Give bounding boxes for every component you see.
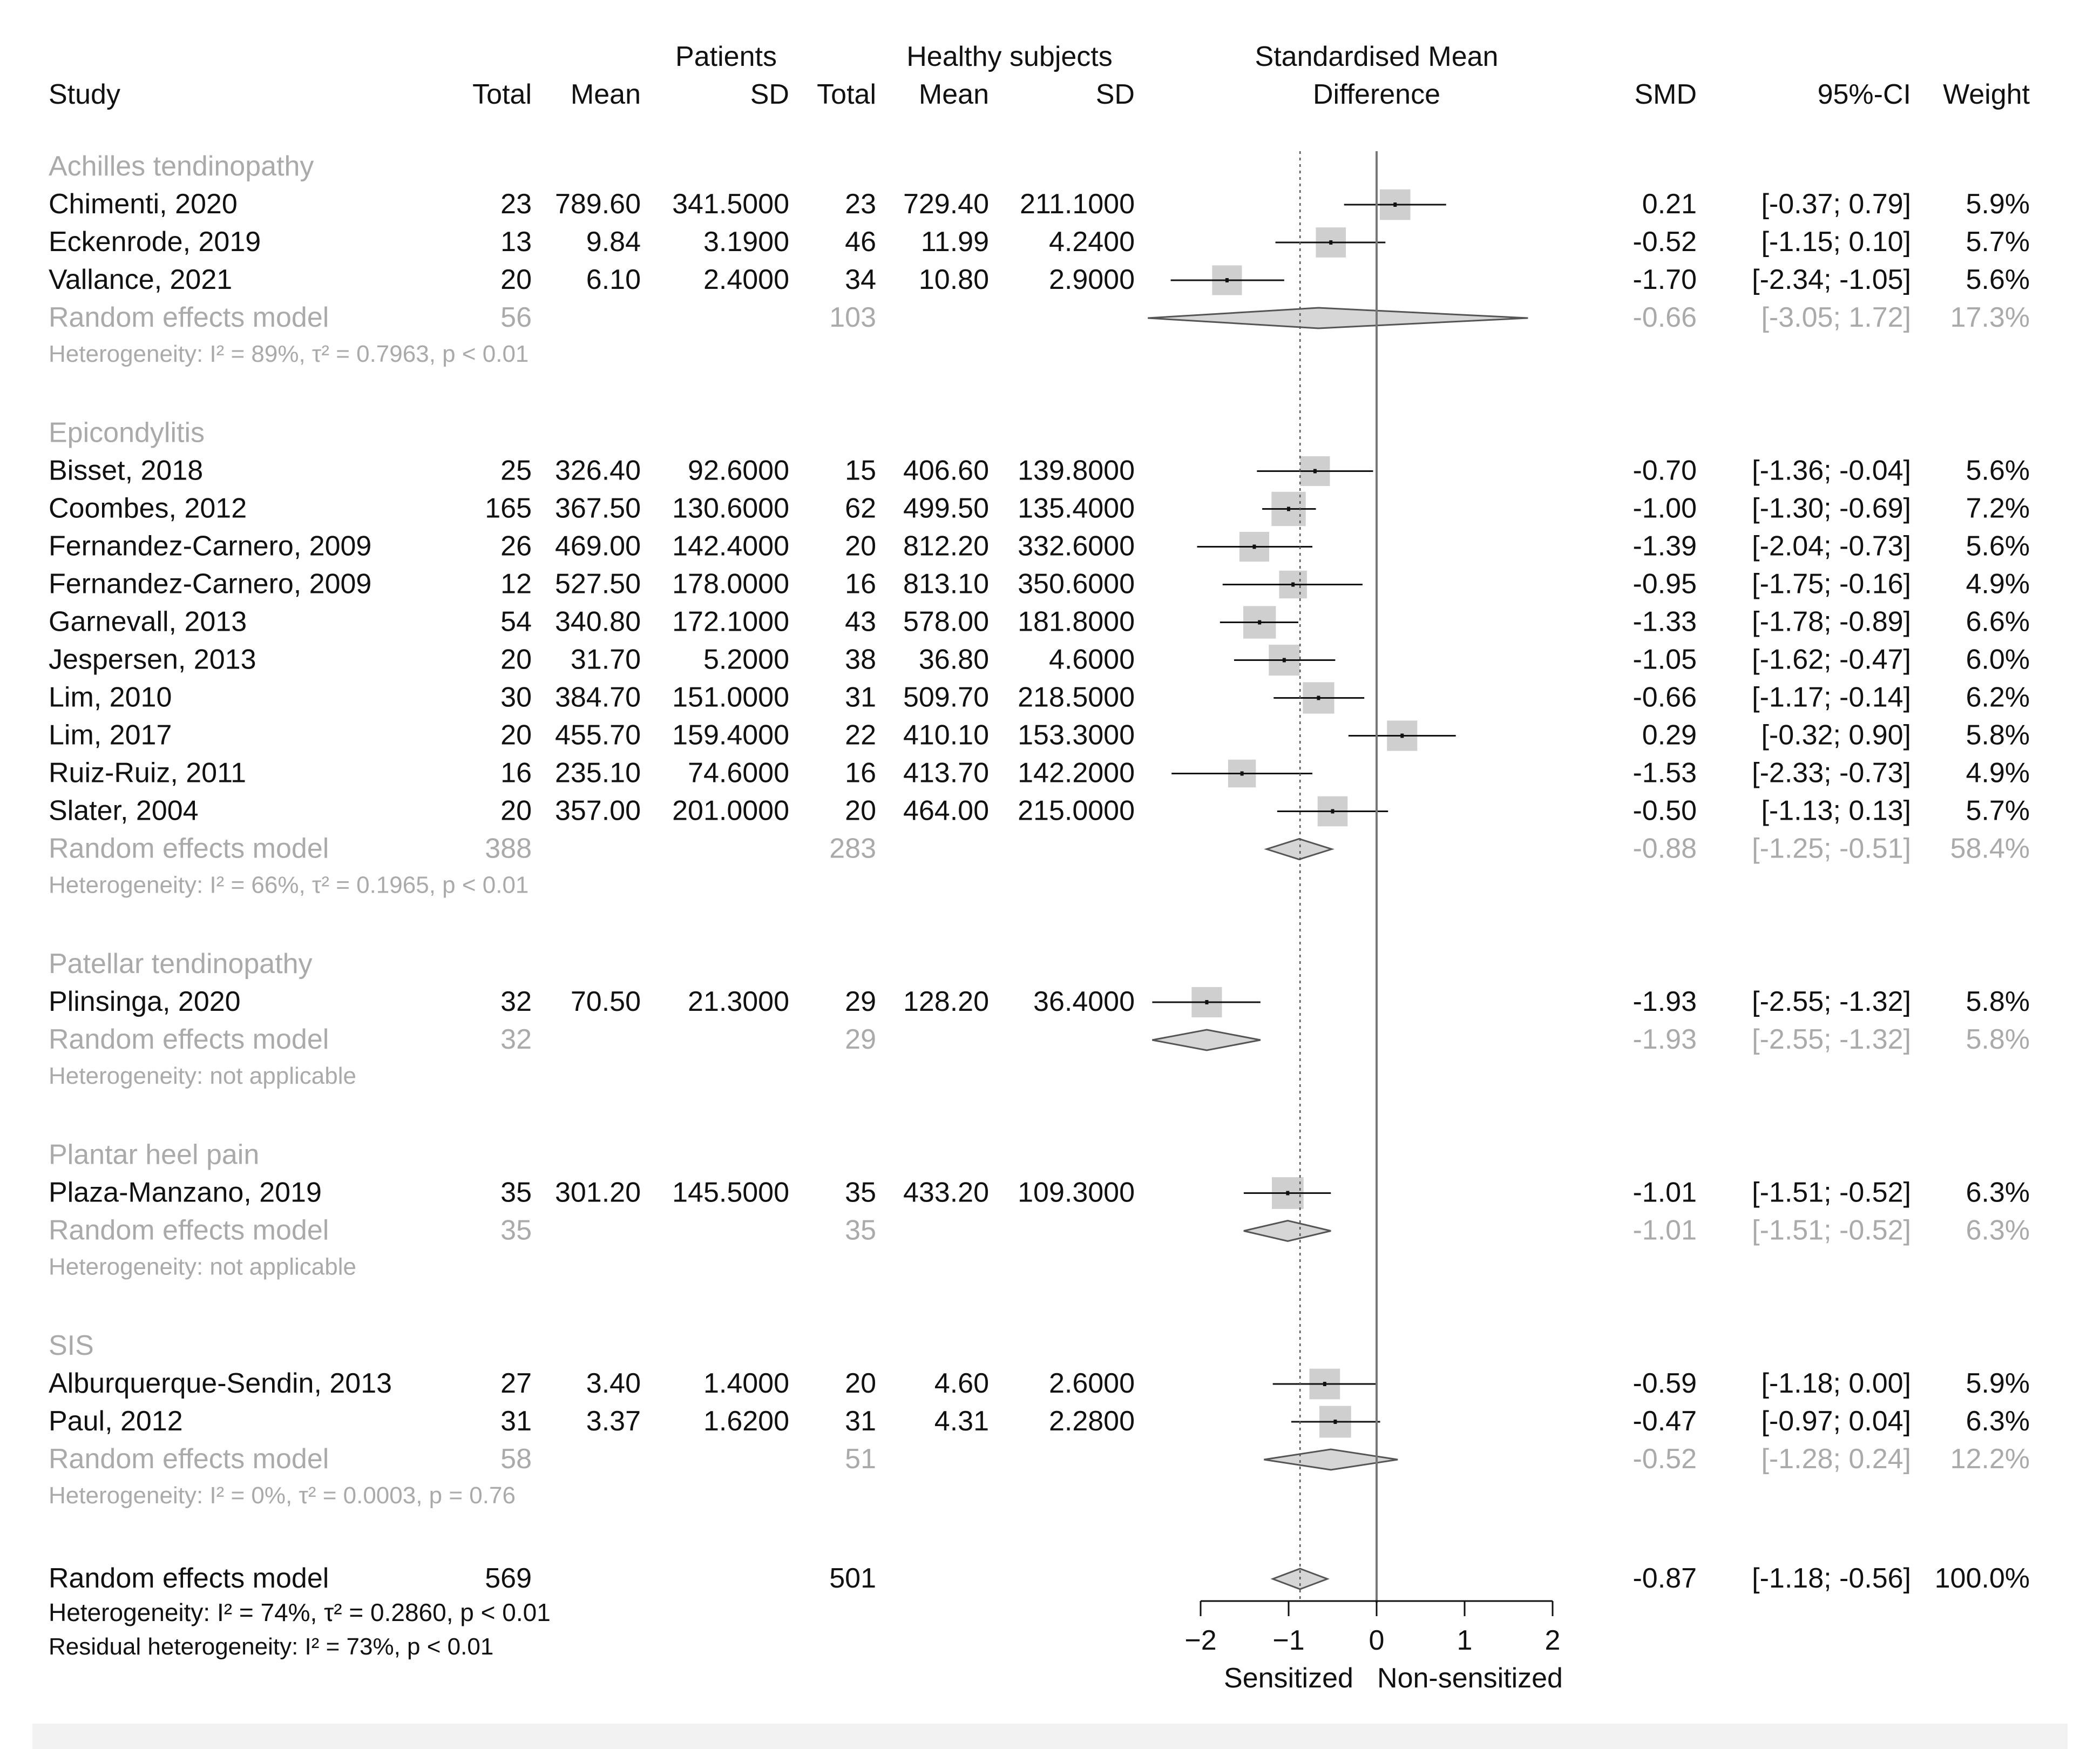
study-name: Alburquerque-Sendin, 2013 (49, 1368, 392, 1399)
group-model-healthy-total: 283 (829, 833, 876, 865)
residual-heterogeneity: Residual heterogeneity: I² = 73%, p < 0.01 (49, 1633, 494, 1660)
smd-value: -1.93 (1632, 986, 1697, 1017)
healthy-total: 22 (845, 719, 876, 751)
healthy-total: 20 (845, 795, 876, 827)
healthy-mean: 509.70 (903, 681, 989, 713)
patients-total: 16 (500, 757, 532, 789)
ci-value: [-1.15; 0.10] (1761, 226, 1911, 258)
header-patients-mean: Mean (570, 79, 641, 110)
group-heterogeneity: Heterogeneity: I² = 89%, τ² = 0.7963, p < 0.01 (49, 341, 529, 367)
header-study: Study (49, 79, 120, 110)
group-model-label: Random effects model (49, 1214, 329, 1246)
group-heterogeneity: Heterogeneity: not applicable (49, 1063, 356, 1089)
healthy-mean: 499.50 (903, 492, 989, 524)
patients-sd: 5.2000 (703, 644, 789, 676)
smd-value: -1.53 (1632, 757, 1697, 789)
weight-value: 6.6% (1966, 606, 2030, 638)
study-name: Coombes, 2012 (49, 492, 247, 524)
smd-value: -1.00 (1632, 492, 1697, 524)
group-heterogeneity: Heterogeneity: not applicable (49, 1253, 356, 1280)
weight-value: 4.9% (1966, 568, 2030, 600)
group-model-ci: [-1.51; -0.52] (1752, 1214, 1911, 1246)
smd-value: -1.39 (1632, 530, 1697, 562)
group-model-label: Random effects model (49, 1443, 329, 1475)
patients-sd: 130.6000 (672, 492, 789, 524)
healthy-total: 16 (845, 757, 876, 789)
patients-sd: 142.4000 (672, 530, 789, 562)
patients-total: 12 (500, 568, 532, 600)
group-model-patients-total: 58 (500, 1443, 532, 1475)
bottom-bar (32, 1724, 2068, 1749)
healthy-sd: 36.4000 (1033, 986, 1135, 1017)
ci-value: [-2.55; -1.32] (1752, 986, 1911, 1017)
healthy-mean: 11.99 (920, 226, 989, 258)
overall-weight: 100.0% (1934, 1563, 2030, 1594)
healthy-total: 20 (845, 1368, 876, 1399)
smd-value: 0.29 (1642, 719, 1697, 751)
overall-model-label: Random effects model (49, 1563, 329, 1594)
patients-sd: 92.6000 (688, 455, 789, 487)
group-model-smd: -1.01 (1632, 1214, 1697, 1246)
study-name: Fernandez-Carnero, 2009 (49, 568, 372, 600)
healthy-mean: 729.40 (903, 188, 989, 220)
group-model-ci: [-1.25; -0.51] (1752, 833, 1911, 865)
group-model-diamond (1244, 1221, 1331, 1241)
ci-value: [-1.13; 0.13] (1761, 795, 1911, 827)
patients-total: 26 (500, 530, 532, 562)
smd-value: -1.01 (1632, 1177, 1697, 1208)
patients-mean: 6.10 (586, 264, 641, 295)
group-model-weight: 5.8% (1966, 1024, 2030, 1055)
study-name: Jespersen, 2013 (49, 644, 256, 676)
patients-sd: 1.4000 (703, 1368, 789, 1399)
healthy-mean: 406.60 (903, 455, 989, 487)
patients-sd: 172.1000 (672, 606, 789, 638)
patients-total: 20 (500, 719, 532, 751)
ci-value: [-1.17; -0.14] (1752, 681, 1911, 713)
group-model-ci: [-3.05; 1.72] (1761, 302, 1911, 333)
study-name: Eckenrode, 2019 (49, 226, 261, 258)
header-patients-sd: SD (750, 79, 789, 110)
smd-value: -0.52 (1632, 226, 1697, 258)
ci-value: [-1.30; -0.69] (1752, 492, 1911, 524)
ci-value: [-1.36; -0.04] (1752, 455, 1911, 487)
weight-value: 5.6% (1966, 530, 2030, 562)
healthy-total: 38 (845, 644, 876, 676)
group-model-patients-total: 388 (485, 833, 532, 865)
healthy-total: 34 (845, 264, 876, 295)
group-title: Patellar tendinopathy (49, 948, 313, 980)
patients-sd: 3.1900 (703, 226, 789, 258)
smd-value: -0.47 (1632, 1406, 1697, 1437)
patients-mean: 301.20 (554, 1177, 641, 1208)
healthy-mean: 813.10 (903, 568, 989, 600)
patients-sd: 2.4000 (703, 264, 789, 295)
group-model-smd: -0.66 (1632, 302, 1697, 333)
x-tick-label: 1 (1457, 1625, 1473, 1656)
header-weight: Weight (1943, 79, 2030, 110)
healthy-total: 62 (845, 492, 876, 524)
ci-value: [-2.34; -1.05] (1752, 264, 1911, 295)
group-model-healthy-total: 103 (829, 302, 876, 333)
healthy-sd: 218.5000 (1018, 681, 1135, 713)
header-patients-total: Total (472, 79, 532, 110)
weight-value: 4.9% (1966, 757, 2030, 789)
healthy-sd: 4.2400 (1048, 226, 1135, 258)
study-name: Plaza-Manzano, 2019 (49, 1177, 322, 1208)
header-healthy-total: Total (817, 79, 876, 110)
healthy-total: 23 (845, 188, 876, 220)
overall-heterogeneity: Heterogeneity: I² = 74%, τ² = 0.2860, p < 0.01 (49, 1598, 551, 1626)
weight-value: 5.9% (1966, 188, 2030, 220)
study-name: Bisset, 2018 (49, 455, 204, 487)
healthy-sd: 142.2000 (1018, 757, 1135, 789)
header-healthy-sd: SD (1095, 79, 1135, 110)
patients-sd: 151.0000 (672, 681, 789, 713)
healthy-total: 35 (845, 1177, 876, 1208)
patients-total: 32 (500, 986, 532, 1017)
patients-total: 23 (500, 188, 532, 220)
group-model-weight: 58.4% (1950, 833, 2030, 865)
patients-total: 165 (485, 492, 532, 524)
weight-value: 6.0% (1966, 644, 2030, 676)
patients-total: 31 (500, 1406, 532, 1437)
patients-sd: 145.5000 (672, 1177, 789, 1208)
patients-mean: 357.00 (554, 795, 641, 827)
weight-value: 5.9% (1966, 1368, 2030, 1399)
healthy-sd: 332.6000 (1018, 530, 1135, 562)
healthy-sd: 4.6000 (1048, 644, 1135, 676)
patients-mean: 326.40 (554, 455, 641, 487)
study-name: Lim, 2010 (49, 681, 172, 713)
overall-smd: -0.87 (1632, 1563, 1697, 1594)
healthy-sd: 135.4000 (1018, 492, 1135, 524)
healthy-mean: 4.31 (934, 1406, 989, 1437)
healthy-mean: 464.00 (903, 795, 989, 827)
overall-ci: [-1.18; -0.56] (1752, 1563, 1911, 1594)
patients-sd: 1.6200 (703, 1406, 789, 1437)
group-model-diamond (1152, 1030, 1260, 1050)
healthy-mean: 410.10 (903, 719, 989, 751)
healthy-mean: 413.70 (903, 757, 989, 789)
smd-value: -1.70 (1632, 264, 1697, 295)
group-model-healthy-total: 51 (845, 1443, 876, 1475)
ci-value: [-1.18; 0.00] (1761, 1368, 1911, 1399)
patients-total: 13 (500, 226, 532, 258)
healthy-sd: 139.8000 (1018, 455, 1135, 487)
study-name: Garnevall, 2013 (49, 606, 247, 638)
weight-value: 5.7% (1966, 226, 2030, 258)
patients-total: 25 (500, 455, 532, 487)
patients-total: 35 (500, 1177, 532, 1208)
group-title: Plantar heel pain (49, 1139, 260, 1171)
patients-total: 27 (500, 1368, 532, 1399)
patients-total: 20 (500, 264, 532, 295)
group-heterogeneity: Heterogeneity: I² = 66%, τ² = 0.1965, p < 0.01 (49, 872, 529, 899)
patients-mean: 70.50 (570, 986, 641, 1017)
healthy-sd: 211.1000 (1019, 188, 1135, 220)
patients-mean: 384.70 (554, 681, 641, 713)
x-tick-label: −2 (1184, 1625, 1217, 1656)
healthy-total: 16 (845, 568, 876, 600)
patients-mean: 235.10 (554, 757, 641, 789)
study-name: Slater, 2004 (49, 795, 199, 827)
healthy-sd: 350.6000 (1018, 568, 1135, 600)
group-model-healthy-total: 35 (845, 1214, 876, 1246)
healthy-mean: 578.00 (903, 606, 989, 638)
healthy-total: 31 (845, 1406, 876, 1437)
weight-value: 5.7% (1966, 795, 2030, 827)
healthy-sd: 215.0000 (1018, 795, 1135, 827)
group-title: SIS (49, 1330, 94, 1361)
patients-sd: 74.6000 (688, 757, 789, 789)
group-title: Achilles tendinopathy (49, 151, 314, 182)
study-name: Fernandez-Carnero, 2009 (49, 530, 372, 562)
group-model-healthy-total: 29 (845, 1024, 876, 1055)
patients-sd: 21.3000 (688, 986, 789, 1017)
x-tick-label: 0 (1369, 1625, 1385, 1656)
smd-value: -0.95 (1632, 568, 1697, 600)
weight-value: 6.3% (1966, 1406, 2030, 1437)
header-healthy-mean: Mean (918, 79, 989, 110)
patients-mean: 3.40 (586, 1368, 641, 1399)
group-model-smd: -0.88 (1632, 833, 1697, 865)
group-title: Epicondylitis (49, 417, 205, 449)
group-model-label: Random effects model (49, 1024, 329, 1055)
study-name: Plinsinga, 2020 (49, 986, 241, 1017)
patients-mean: 367.50 (554, 492, 641, 524)
weight-value: 5.8% (1966, 986, 2030, 1017)
patients-mean: 527.50 (554, 568, 641, 600)
patients-mean: 455.70 (554, 719, 641, 751)
header-smd-title-1: Standardised Mean (1255, 41, 1499, 72)
study-name: Chimenti, 2020 (49, 188, 238, 220)
ci-value: [-1.51; -0.52] (1752, 1177, 1911, 1208)
group-model-weight: 17.3% (1950, 302, 2030, 333)
patients-mean: 9.84 (586, 226, 641, 258)
patients-total: 20 (500, 795, 532, 827)
weight-value: 6.3% (1966, 1177, 2030, 1208)
group-model-patients-total: 35 (500, 1214, 532, 1246)
healthy-total: 20 (845, 530, 876, 562)
study-name: Ruiz-Ruiz, 2011 (49, 757, 247, 789)
smd-value: -1.33 (1632, 606, 1697, 638)
patients-mean: 789.60 (554, 188, 641, 220)
study-name: Paul, 2012 (49, 1406, 183, 1437)
healthy-total: 29 (845, 986, 876, 1017)
group-model-ci: [-1.28; 0.24] (1761, 1443, 1911, 1475)
ci-value: [-0.97; 0.04] (1761, 1406, 1911, 1437)
header-smd: SMD (1634, 79, 1697, 110)
patients-total: 30 (500, 681, 532, 713)
group-model-patients-total: 32 (500, 1024, 532, 1055)
patients-mean: 469.00 (554, 530, 641, 562)
weight-value: 7.2% (1966, 492, 2030, 524)
x-label-non-sensitized: Non-sensitized (1377, 1663, 1563, 1694)
study-name: Vallance, 2021 (49, 264, 233, 295)
healthy-total: 46 (845, 226, 876, 258)
patients-sd: 178.0000 (672, 568, 789, 600)
patients-sd: 159.4000 (672, 719, 789, 751)
patients-total: 54 (500, 606, 532, 638)
ci-value: [-0.37; 0.79] (1761, 188, 1911, 220)
healthy-total: 31 (845, 681, 876, 713)
smd-value: -0.59 (1632, 1368, 1697, 1399)
x-tick-label: −1 (1272, 1625, 1305, 1656)
group-model-diamond (1266, 839, 1332, 860)
healthy-mean: 36.80 (918, 644, 989, 676)
group-model-weight: 12.2% (1950, 1443, 2030, 1475)
group-model-smd: -1.93 (1632, 1024, 1697, 1055)
weight-value: 5.8% (1966, 719, 2030, 751)
ci-value: [-0.32; 0.90] (1761, 719, 1911, 751)
patients-sd: 201.0000 (672, 795, 789, 827)
healthy-mean: 433.20 (903, 1177, 989, 1208)
patients-sd: 341.5000 (672, 188, 789, 220)
healthy-total: 43 (845, 606, 876, 638)
healthy-sd: 153.3000 (1018, 719, 1135, 751)
group-model-weight: 6.3% (1966, 1214, 2030, 1246)
header-smd-title-2: Difference (1312, 79, 1441, 110)
smd-value: -0.70 (1632, 455, 1697, 487)
smd-value: 0.21 (1642, 188, 1697, 220)
overall-healthy-total: 501 (829, 1563, 876, 1594)
healthy-sd: 2.2800 (1048, 1406, 1135, 1437)
healthy-sd: 181.8000 (1018, 606, 1135, 638)
healthy-sd: 2.6000 (1048, 1368, 1135, 1399)
healthy-mean: 812.20 (903, 530, 989, 562)
healthy-mean: 128.20 (903, 986, 989, 1017)
group-model-patients-total: 56 (500, 302, 532, 333)
ci-value: [-1.75; -0.16] (1752, 568, 1911, 600)
overall-patients-total: 569 (485, 1563, 532, 1594)
header-healthy-subjects: Healthy subjects (906, 41, 1113, 72)
x-tick-label: 2 (1544, 1625, 1561, 1656)
ci-value: [-2.33; -0.73] (1752, 757, 1911, 789)
group-model-ci: [-2.55; -1.32] (1752, 1024, 1911, 1055)
weight-value: 6.2% (1966, 681, 2030, 713)
patients-total: 20 (500, 644, 532, 676)
study-name: Lim, 2017 (49, 719, 172, 751)
patients-mean: 340.80 (554, 606, 641, 638)
healthy-total: 15 (845, 455, 876, 487)
weight-value: 5.6% (1966, 455, 2030, 487)
ci-value: [-1.62; -0.47] (1752, 644, 1911, 676)
patients-mean: 3.37 (586, 1406, 641, 1437)
patients-mean: 31.70 (570, 644, 641, 676)
smd-value: -1.05 (1632, 644, 1697, 676)
group-model-diamond (1148, 308, 1528, 328)
ci-value: [-2.04; -0.73] (1752, 530, 1911, 562)
header-ci: 95%-CI (1817, 79, 1911, 110)
healthy-sd: 109.3000 (1018, 1177, 1135, 1208)
healthy-mean: 4.60 (934, 1368, 989, 1399)
group-model-label: Random effects model (49, 833, 329, 865)
healthy-mean: 10.80 (918, 264, 989, 295)
smd-value: -0.50 (1632, 795, 1697, 827)
group-model-smd: -0.52 (1632, 1443, 1697, 1475)
header-patients: Patients (675, 41, 777, 72)
weight-value: 5.6% (1966, 264, 2030, 295)
group-model-label: Random effects model (49, 302, 329, 333)
smd-value: -0.66 (1632, 681, 1697, 713)
ci-value: [-1.78; -0.89] (1752, 606, 1911, 638)
healthy-sd: 2.9000 (1048, 264, 1135, 295)
x-label-sensitized: Sensitized (1224, 1663, 1353, 1694)
group-heterogeneity: Heterogeneity: I² = 0%, τ² = 0.0003, p = 0.76 (49, 1482, 516, 1509)
